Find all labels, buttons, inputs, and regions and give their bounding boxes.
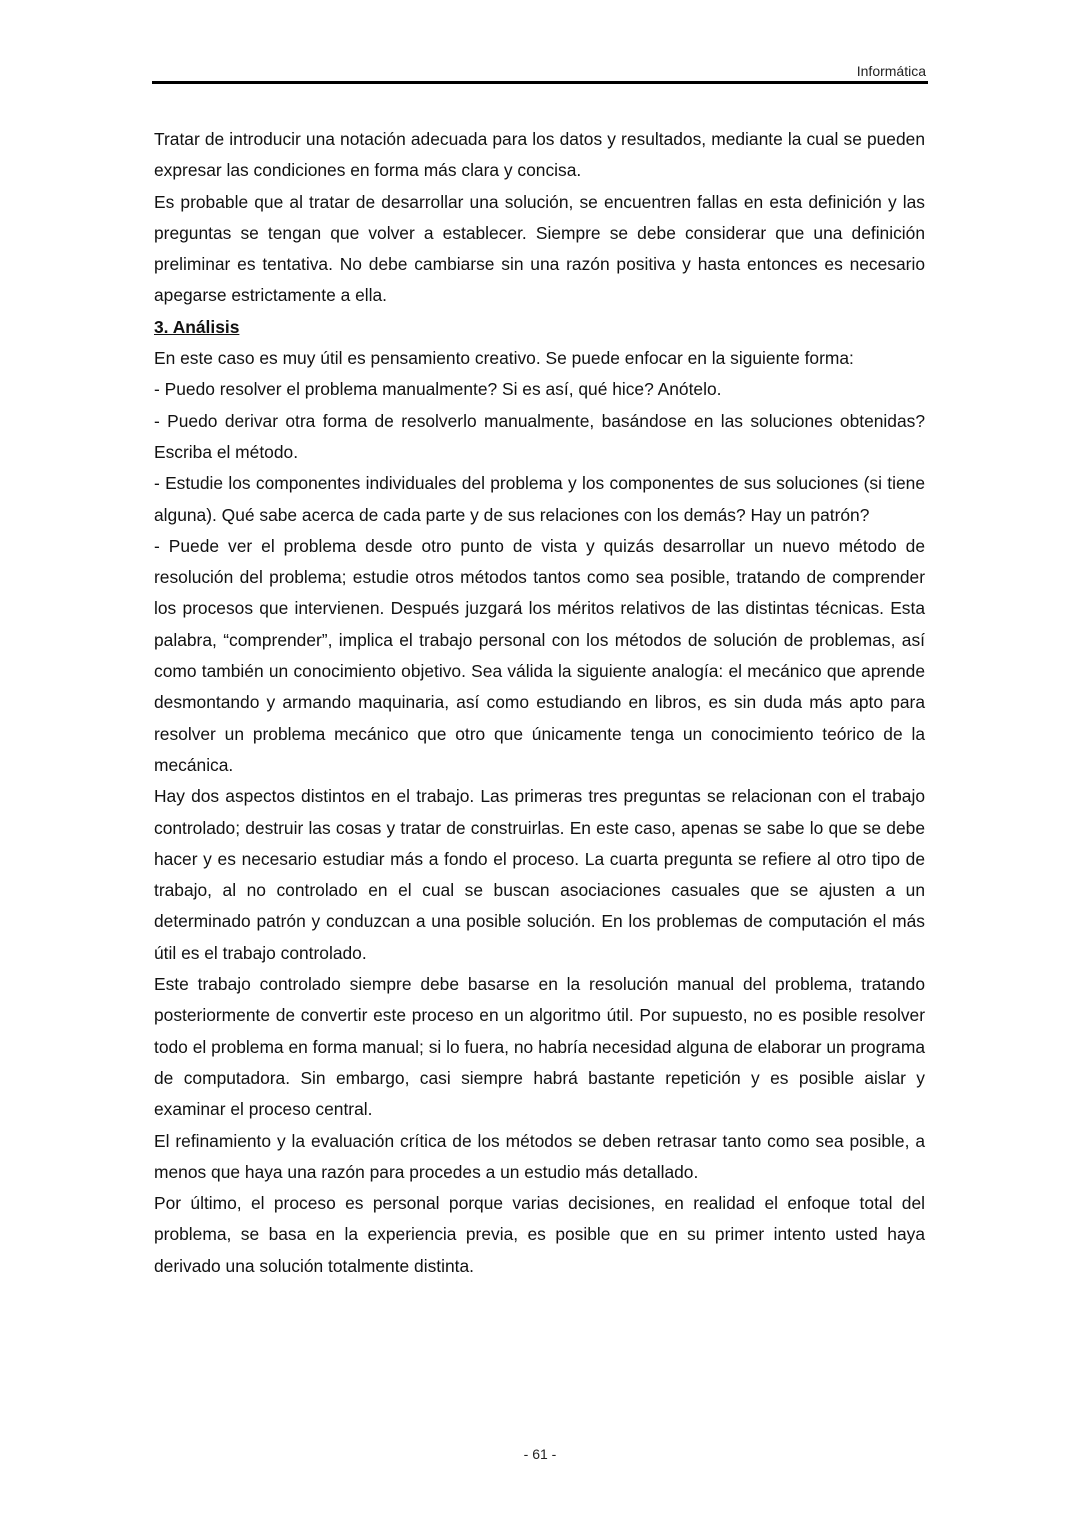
question-item-3: - Estudie los componentes individuales del problema y los componentes de sus soluciones (si tiene alguna). Qué sabe acerca de cada parte y de sus relaciones con los demás? Hay un patrón?	[154, 473, 925, 525]
paragraph-personal-process: Por último, el proceso es personal porque varias decisiones, en realidad el enfoque total del problema, se basa en la experiencia previa, es posible que en su primer intento usted haya derivado una solución totalmente distinta.	[154, 1193, 925, 1276]
page-body	[154, 124, 925, 1282]
paragraph-work-aspects: Hay dos aspectos distintos en el trabajo. Las primeras tres preguntas se relacionan con el trabajo controlado; destruir las cosas y tratar de construirlas. En este caso, apenas se sabe lo que se debe hacer y es necesario estudiar más a fondo el proceso. La cuarta pregunta se refiere al otro tipo de trabajo, al no controlado en el cual se buscan asociaciones casuales que se ajusten a un determinado patrón y conduzcan a una posible solución. En los problemas de computación el más útil es el trabajo controlado.	[154, 786, 925, 963]
question-item-2: - Puedo derivar otra forma de resolverlo manualmente, basándose en las soluciones obtenidas? Escriba el método.	[154, 410, 925, 462]
paragraph-creative-thinking: En este caso es muy útil es pensamiento creativo. Se puede enfocar en la siguiente forma:	[154, 348, 854, 369]
paragraph-refinement: El refinamiento y la evaluación crítica de los métodos se deben retrasar tanto como sea posible, a menos que haya una razón para procedes a un estudio más detallado.	[154, 1130, 925, 1182]
paragraph-definition: Es probable que al tratar de desarrollar una solución, se encuentren fallas en esta definición y las preguntas se tengan que volver a establecer. Siempre se debe considerar que una definición preliminar es tentativa. No debe cambiarse sin una razón positiva y hasta entonces es necesario apegarse estrictamente a ella.	[154, 191, 925, 306]
header-rule	[152, 81, 928, 84]
question-item-4: - Puede ver el problema desde otro punto de vista y quizás desarrollar un nuevo método de resolución del problema; estudie otros métodos tantos como sea posible, tratando de comprender los procesos que intervienen. Después juzgará los méritos relativos de las distintas técnicas. Esta palabra, “comprender”, implica el trabajo personal con los métodos de solución de problemas, así como también un conocimiento objetivo. Sea válida la siguiente analogía: el mecánico que aprende desmontando y armando maquinaria, así como estudiando en libros, es sin duda más apto para resolver un problema mecánico que otro que únicamente tenga un conocimiento teórico de la mecánica.	[154, 535, 925, 775]
question-item-1: - Puedo resolver el problema manualmente? Si es así, qué hice? Anótelo.	[154, 379, 722, 400]
page-number: - 61 -	[523, 1446, 557, 1462]
running-header: Informática	[856, 63, 926, 79]
section-heading-analisis: 3. Análisis	[154, 316, 240, 337]
paragraph-controlled-work: Este trabajo controlado siempre debe basarse en la resolución manual del problema, tratando posteriormente de convertir este proceso en un algoritmo útil. Por supuesto, no es posible resolver todo el problema en forma manual; si lo fuera, no habría necesidad alguna de elaborar un programa de computadora. Sin embargo, casi siempre habrá bastante repetición y es posible aislar y examinar el proceso central.	[154, 974, 925, 1120]
paragraph-notation: Tratar de introducir una notación adecuada para los datos y resultados, mediante la cual se pueden expresar las condiciones en forma más clara y concisa.	[154, 129, 925, 181]
